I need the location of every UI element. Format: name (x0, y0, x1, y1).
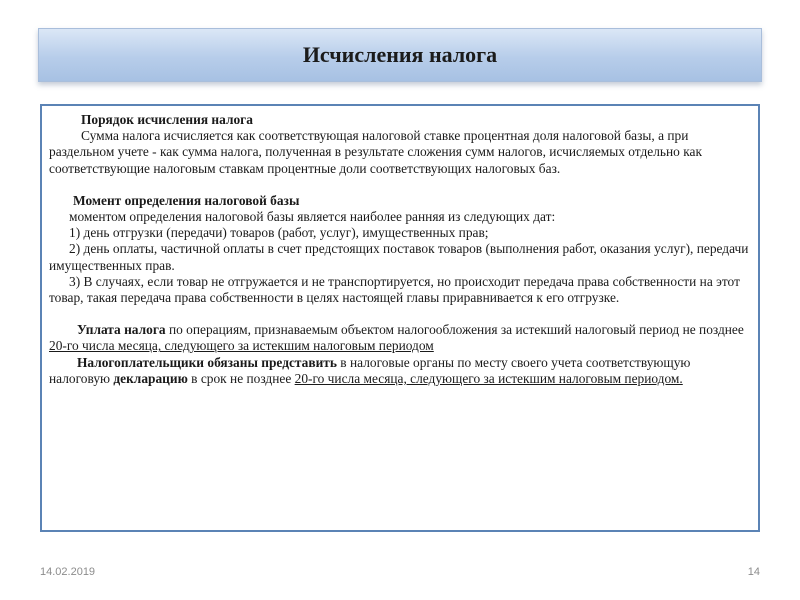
tax-payment-deadline: 20-го числа месяца, следующего за истекшим налоговым периодом (49, 338, 434, 354)
list-item-date-2: 2) день оплаты, частичной оплаты в счет предстоящих поставок товаров (выполнения работ, оказания услуг), передачи имущественных прав. (49, 241, 749, 273)
content-box (40, 104, 760, 532)
tax-payment-text: по операциям, признаваемым объектом налогообложения за истекший налоговый период не позднее (165, 322, 744, 338)
spacer (49, 306, 752, 322)
bold-lead-taxpayers: Налогоплательщики обязаны представить (77, 354, 337, 370)
paragraph-tax-payment (49, 322, 752, 354)
declaration-word: декларацию (113, 370, 188, 386)
paragraph-tax-base-intro: моментом определения налоговой базы является наиболее ранняя из следующих дат: (69, 209, 556, 225)
declaration-text-2: в срок не позднее (187, 370, 295, 386)
list-item-date-1: 1) день отгрузки (передачи) товаров (работ, услуг), имущественных прав; (69, 225, 489, 241)
spacer (49, 177, 752, 193)
declaration-deadline: 20-го числа месяца, следующего за истекшим налоговым периодом. (294, 370, 683, 386)
paragraph-declaration (49, 355, 752, 387)
footer-date: 14.02.2019 (40, 566, 96, 578)
footer-page-number: 14 (747, 566, 760, 578)
list-item-date-3: 3) В случаях, если товар не отгружается и не транспортируется, но происходит передача права собственности на этот товар, такая передача права собственности в целях настоящей главы приравнивается к его отгрузке. (49, 273, 740, 306)
paragraph-tax-calculation: Сумма налога исчисляется как соответствующая налоговой ставке процентная доля налоговой базы, а при раздельном учете - как сумма налога, полученная в результате сложения сумм налогов, исчисляемых отдельно как соответствующие налоговым ставкам процентные доли соответствующих налоговых баз. (49, 128, 702, 176)
slide-title-bar (38, 28, 762, 82)
bold-lead-tax-payment: Уплата налога (77, 322, 166, 338)
section-heading-tax-calculation: Порядок исчисления налога (81, 112, 253, 127)
slide-title: Исчисления налога (302, 42, 498, 67)
section-heading-tax-base-moment: Момент определения налоговой базы (73, 192, 300, 208)
declaration-text-1: в налоговые органы по месту своего учета соответствующую налоговую (49, 354, 691, 386)
